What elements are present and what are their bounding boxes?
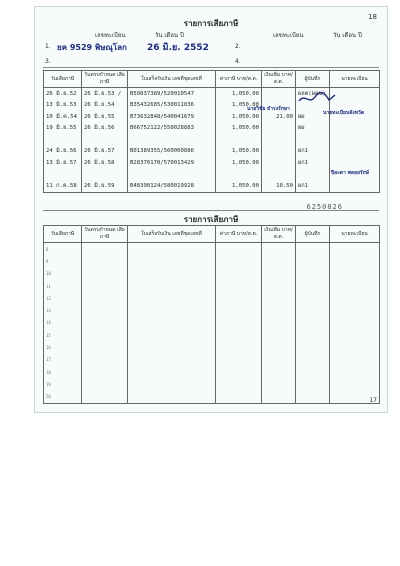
receipt-cell: B35432685/530011836 bbox=[128, 100, 216, 112]
recorder-cell bbox=[296, 243, 330, 256]
tax-cell bbox=[216, 255, 262, 267]
reg-label-2: เลขทะเบียน bbox=[273, 32, 304, 39]
table-row bbox=[44, 169, 380, 181]
registration-date: 26 มิ.ย. 2552 bbox=[147, 43, 209, 53]
tax-cell bbox=[216, 366, 262, 378]
registrar-cell bbox=[330, 366, 380, 378]
recorder-cell bbox=[296, 378, 330, 390]
tax-cell: 1,050.00 bbox=[216, 111, 262, 123]
line-no: 4. bbox=[235, 58, 241, 65]
extra-cell bbox=[262, 304, 296, 316]
paid-date-cell: 15 bbox=[44, 329, 82, 341]
col-tax: ค่าภาษี บาท/ส.ต. bbox=[216, 71, 262, 88]
receipt-cell bbox=[128, 134, 216, 146]
due-date-cell bbox=[82, 329, 128, 341]
paid-date-cell bbox=[44, 134, 82, 146]
receipt-cell: B48390124/580019928 bbox=[128, 180, 216, 192]
table-row bbox=[44, 268, 380, 280]
receipt-cell: B28376170/570013429 bbox=[128, 157, 216, 169]
registrar-cell bbox=[330, 88, 380, 100]
table-row bbox=[44, 354, 380, 366]
tax-cell bbox=[216, 354, 262, 366]
due-date-cell bbox=[82, 243, 128, 256]
col-recorder: ผู้บันทึก bbox=[296, 226, 330, 243]
col-due-date: วันครบกำหนด เสียภาษี bbox=[82, 226, 128, 243]
col-paid-date: วันเสียภาษี bbox=[44, 226, 82, 243]
paid-date-cell: 19 bbox=[44, 378, 82, 390]
registrar-cell bbox=[330, 292, 380, 304]
receipt-cell bbox=[128, 378, 216, 390]
receipt-cell bbox=[128, 268, 216, 280]
extra-cell bbox=[262, 341, 296, 353]
due-date-cell bbox=[82, 304, 128, 316]
recorder-cell bbox=[296, 280, 330, 292]
section1-tax-table bbox=[43, 70, 380, 193]
due-date-cell bbox=[82, 366, 128, 378]
recorder-cell bbox=[296, 134, 330, 146]
tax-cell bbox=[216, 329, 262, 341]
recorder-cell bbox=[296, 317, 330, 329]
due-date-cell bbox=[82, 354, 128, 366]
extra-cell bbox=[262, 255, 296, 267]
receipt-cell bbox=[128, 292, 216, 304]
due-date-cell bbox=[82, 391, 128, 404]
line-no: 2. bbox=[235, 43, 241, 50]
tax-cell bbox=[216, 169, 262, 181]
receipt-cell: B66752122/550028883 bbox=[128, 123, 216, 135]
col-extra: เงินเพิ่ม บาท/ส.ต. bbox=[262, 71, 296, 88]
tax-cell bbox=[216, 341, 262, 353]
paid-date-cell: 14 bbox=[44, 317, 82, 329]
recorder-cell bbox=[296, 304, 330, 316]
due-date-cell bbox=[82, 268, 128, 280]
serial-number: 6250826 bbox=[306, 203, 343, 211]
table-header-row bbox=[44, 71, 380, 88]
date-label-2: วัน เดือน ปี bbox=[333, 32, 362, 39]
registrar-cell bbox=[330, 123, 380, 135]
paid-date-cell: 10 bbox=[44, 268, 82, 280]
table-row bbox=[44, 243, 380, 256]
registrar-cell bbox=[330, 268, 380, 280]
paid-date-cell: 16 bbox=[44, 341, 82, 353]
tax-cell bbox=[216, 134, 262, 146]
paid-date-cell: 10 มี.ค.54 bbox=[44, 111, 82, 123]
extra-cell: 10.50 bbox=[262, 180, 296, 192]
tax-record-page bbox=[34, 6, 388, 413]
stamp-text: นายวิชัย ธำรงรักษา bbox=[247, 106, 290, 112]
tax-cell bbox=[216, 304, 262, 316]
recorder-cell bbox=[296, 354, 330, 366]
recorder-cell bbox=[296, 169, 330, 181]
reg-label: เลขทะเบียน bbox=[95, 32, 126, 39]
registrar-cell bbox=[330, 243, 380, 256]
col-extra: เงินเพิ่ม บาท/ส.ต. bbox=[262, 226, 296, 243]
tax-cell: 1,050.00 bbox=[216, 100, 262, 112]
recorder-cell bbox=[296, 329, 330, 341]
col-receipt: ใบเสร็จรับเงิน เลขที่ชุดเลขที่ bbox=[128, 226, 216, 243]
line-no: 1. bbox=[45, 43, 51, 50]
registrar-cell bbox=[330, 304, 380, 316]
registrar-cell bbox=[330, 341, 380, 353]
page-number-bottom: 17 bbox=[369, 397, 377, 404]
registrar-cell bbox=[330, 180, 380, 192]
tax-cell: 1,050.00 bbox=[216, 88, 262, 100]
table-row bbox=[44, 378, 380, 390]
line-no: 3. bbox=[45, 58, 51, 65]
extra-cell: 21.00 bbox=[262, 111, 296, 123]
tax-cell bbox=[216, 292, 262, 304]
table-row bbox=[44, 304, 380, 316]
recorder-cell: ผก1 bbox=[296, 157, 330, 169]
paid-date-cell: 9 bbox=[44, 255, 82, 267]
due-date-cell: 26 มิ.ย.57 bbox=[82, 146, 128, 158]
due-date-cell bbox=[82, 169, 128, 181]
receipt-cell bbox=[128, 304, 216, 316]
tax-cell: 1,050.00 bbox=[216, 146, 262, 158]
extra-cell bbox=[262, 243, 296, 256]
due-date-cell bbox=[82, 280, 128, 292]
tax-cell bbox=[216, 268, 262, 280]
table-row bbox=[44, 146, 380, 158]
recorder-cell bbox=[296, 341, 330, 353]
registration-number: ยค 9529 พิษณุโลก bbox=[57, 43, 127, 52]
paid-date-cell: 11 ก.ค.58 bbox=[44, 180, 82, 192]
receipt-cell bbox=[128, 280, 216, 292]
tax-cell bbox=[216, 378, 262, 390]
extra-cell bbox=[262, 123, 296, 135]
registrar-cell bbox=[330, 157, 380, 169]
extra-cell bbox=[262, 292, 296, 304]
receipt-cell: B01389355/560000886 bbox=[128, 146, 216, 158]
receipt-cell bbox=[128, 169, 216, 181]
col-registrar: นายทะเบียน bbox=[330, 226, 380, 243]
col-registrar: นายทะเบียน bbox=[330, 71, 380, 88]
recorder-cell: ผผ bbox=[296, 111, 330, 123]
tax-cell bbox=[216, 280, 262, 292]
due-date-cell bbox=[82, 255, 128, 267]
table-row bbox=[44, 329, 380, 341]
table-row bbox=[44, 366, 380, 378]
table-row bbox=[44, 391, 380, 404]
recorder-cell: ผก1 bbox=[296, 180, 330, 192]
col-recorder: ผู้บันทึก bbox=[296, 71, 330, 88]
extra-cell bbox=[262, 134, 296, 146]
recorder-cell: ผผ bbox=[296, 123, 330, 135]
signature-scribble-icon bbox=[297, 91, 337, 105]
stamp-text-2: นายทะเบียนจังหวัด bbox=[323, 110, 365, 116]
recorder-cell bbox=[296, 268, 330, 280]
due-date-cell bbox=[82, 378, 128, 390]
tax-cell: 1,050.00 bbox=[216, 157, 262, 169]
bottom-signature: ปิยะดา พลอยรักษ์ bbox=[331, 170, 369, 176]
registrar-cell bbox=[330, 255, 380, 267]
registrar-signature bbox=[297, 91, 337, 108]
table-header-row bbox=[44, 226, 380, 243]
col-receipt: ใบเสร็จรับเงิน เลขที่ชุดเลขที่ bbox=[128, 71, 216, 88]
table-row bbox=[44, 317, 380, 329]
due-date-cell bbox=[82, 134, 128, 146]
due-date-cell bbox=[82, 292, 128, 304]
receipt-cell bbox=[128, 329, 216, 341]
receipt-cell bbox=[128, 243, 216, 256]
due-date-cell bbox=[82, 317, 128, 329]
table-row bbox=[44, 134, 380, 146]
date-label: วัน เดือน ปี bbox=[155, 32, 184, 39]
section1-title: รายการเสียภาษี bbox=[183, 19, 239, 28]
receipt-cell bbox=[128, 255, 216, 267]
tax-cell: 1,050.00 bbox=[216, 123, 262, 135]
table-row bbox=[44, 180, 380, 192]
tax-cell bbox=[216, 317, 262, 329]
receipt-cell bbox=[128, 317, 216, 329]
table-row bbox=[44, 280, 380, 292]
paid-date-cell: 17 bbox=[44, 354, 82, 366]
paid-date-cell: 11 bbox=[44, 280, 82, 292]
recorder-cell: ผก1 bbox=[296, 146, 330, 158]
due-date-cell: 26 มิ.ย.59 bbox=[82, 180, 128, 192]
divider bbox=[43, 210, 379, 211]
recorder-cell bbox=[296, 255, 330, 267]
table-row bbox=[44, 292, 380, 304]
recorder-cell: ผลต(ผคน) bbox=[296, 88, 330, 100]
registrar-cell bbox=[330, 280, 380, 292]
table-row bbox=[44, 255, 380, 267]
divider bbox=[43, 67, 379, 68]
paid-date-cell: 26 มิ.ย.52 bbox=[44, 88, 82, 100]
extra-cell bbox=[262, 268, 296, 280]
tax-cell: 1,050.00 bbox=[216, 180, 262, 192]
extra-cell bbox=[262, 378, 296, 390]
extra-cell bbox=[262, 329, 296, 341]
registrar-cell bbox=[330, 317, 380, 329]
registrar-cell bbox=[330, 329, 380, 341]
table-row bbox=[44, 341, 380, 353]
col-tax: ค่าภาษี บาท/ส.ต. bbox=[216, 226, 262, 243]
paid-date-cell: 13 bbox=[44, 304, 82, 316]
paid-date-cell: 24 มิ.ย.56 bbox=[44, 146, 82, 158]
extra-cell bbox=[262, 169, 296, 181]
paid-date-cell: 12 bbox=[44, 292, 82, 304]
tax-cell bbox=[216, 391, 262, 404]
extra-cell bbox=[262, 280, 296, 292]
recorder-cell bbox=[296, 366, 330, 378]
receipt-cell bbox=[128, 341, 216, 353]
receipt-cell bbox=[128, 366, 216, 378]
extra-cell bbox=[262, 366, 296, 378]
due-date-cell: 26 มิ.ย.53 / bbox=[82, 88, 128, 100]
receipt-cell: B50837389/520010547 bbox=[128, 88, 216, 100]
extra-cell bbox=[262, 317, 296, 329]
recorder-cell bbox=[296, 391, 330, 404]
table-row bbox=[44, 123, 380, 135]
table-row bbox=[44, 157, 380, 169]
paid-date-cell bbox=[44, 169, 82, 181]
col-due-date: วันครบกำหนด เสียภาษี bbox=[82, 71, 128, 88]
paid-date-cell: 18 bbox=[44, 366, 82, 378]
extra-cell bbox=[262, 354, 296, 366]
paid-date-cell: 13 มิ.ย.57 bbox=[44, 157, 82, 169]
extra-cell bbox=[262, 146, 296, 158]
due-date-cell: 26 มิ.ย.56 bbox=[82, 123, 128, 135]
extra-cell bbox=[262, 391, 296, 404]
extra-cell bbox=[262, 88, 296, 100]
page-number-top: 18 bbox=[368, 13, 377, 21]
receipt-cell: B73632848/540041679 bbox=[128, 111, 216, 123]
section2-tax-table bbox=[43, 225, 380, 404]
paid-date-cell: 19 มิ.ย.55 bbox=[44, 123, 82, 135]
due-date-cell: 26 มิ.ย.54 bbox=[82, 100, 128, 112]
paid-date-cell: 13 มิ.ย.53 bbox=[44, 100, 82, 112]
receipt-cell bbox=[128, 354, 216, 366]
registrar-cell bbox=[330, 354, 380, 366]
due-date-cell: 26 มิ.ย.58 bbox=[82, 157, 128, 169]
paid-date-cell: 20 bbox=[44, 391, 82, 404]
due-date-cell: 26 มิ.ย.55 bbox=[82, 111, 128, 123]
due-date-cell bbox=[82, 341, 128, 353]
registrar-cell bbox=[330, 134, 380, 146]
recorder-cell bbox=[296, 292, 330, 304]
receipt-cell bbox=[128, 391, 216, 404]
col-paid-date: วันเสียภาษี bbox=[44, 71, 82, 88]
tax-cell bbox=[216, 243, 262, 256]
registrar-cell bbox=[330, 378, 380, 390]
registrar-cell bbox=[330, 146, 380, 158]
extra-cell bbox=[262, 157, 296, 169]
section2-title: รายการเสียภาษี bbox=[183, 215, 239, 224]
paid-date-cell: 8 bbox=[44, 243, 82, 256]
